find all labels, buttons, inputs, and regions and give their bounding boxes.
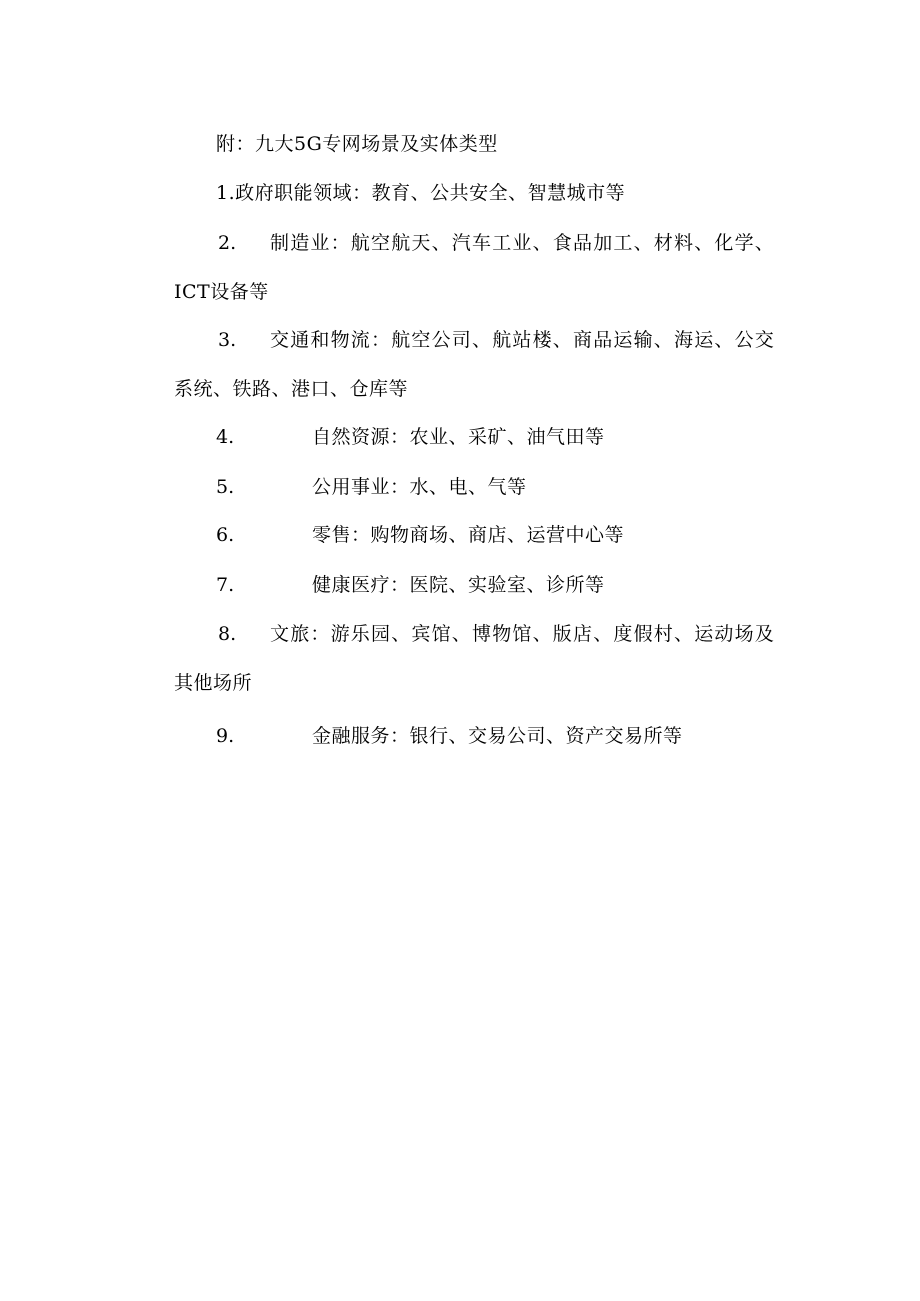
list-item-3-continuation: 系统、铁路、港口、仓库等 [174, 378, 409, 400]
document-heading: 附：九大5G专网场景及实体类型 [216, 133, 498, 155]
list-item-6-text: 零售：购物商场、商店、运营中心等 [312, 524, 625, 546]
list-item-2-text: 制造业：航空航天、汽车工业、食品加工、材料、化学、 [270, 232, 776, 254]
list-item-5-text: 公用事业：水、电、气等 [312, 476, 527, 498]
list-item-4-text: 自然资源：农业、采矿、油气田等 [312, 426, 605, 448]
list-item-9-number: 9. [216, 725, 235, 747]
list-item-8-continuation: 其他场所 [174, 672, 253, 694]
list-item-4-number: 4. [216, 426, 235, 448]
list-item-1 [216, 181, 625, 205]
list-item-5-number: 5. [216, 476, 235, 498]
list-item-8-number: 8. [218, 623, 237, 645]
list-item-3-text: 交通和物流：航空公司、航站楼、商品运输、海运、公交 [270, 329, 776, 351]
list-item-text: 政府职能领域：教育、公共安全、智慧城市等 [235, 182, 626, 204]
list-item-2-number: 2. [218, 232, 237, 254]
list-item-3-number: 3. [218, 329, 237, 351]
list-item-number: 1. [216, 182, 236, 204]
list-item-7-text: 健康医疗：医院、实验室、诊所等 [312, 574, 605, 596]
list-item-2-continuation: ICT设备等 [174, 281, 269, 303]
list-item-7-number: 7. [216, 574, 235, 596]
list-item-9-text: 金融服务：银行、交易公司、资产交易所等 [312, 725, 683, 747]
list-item-8-text: 文旅：游乐园、宾馆、博物馆、版店、度假村、运动场及 [270, 623, 776, 645]
list-item-6-number: 6. [216, 524, 235, 546]
